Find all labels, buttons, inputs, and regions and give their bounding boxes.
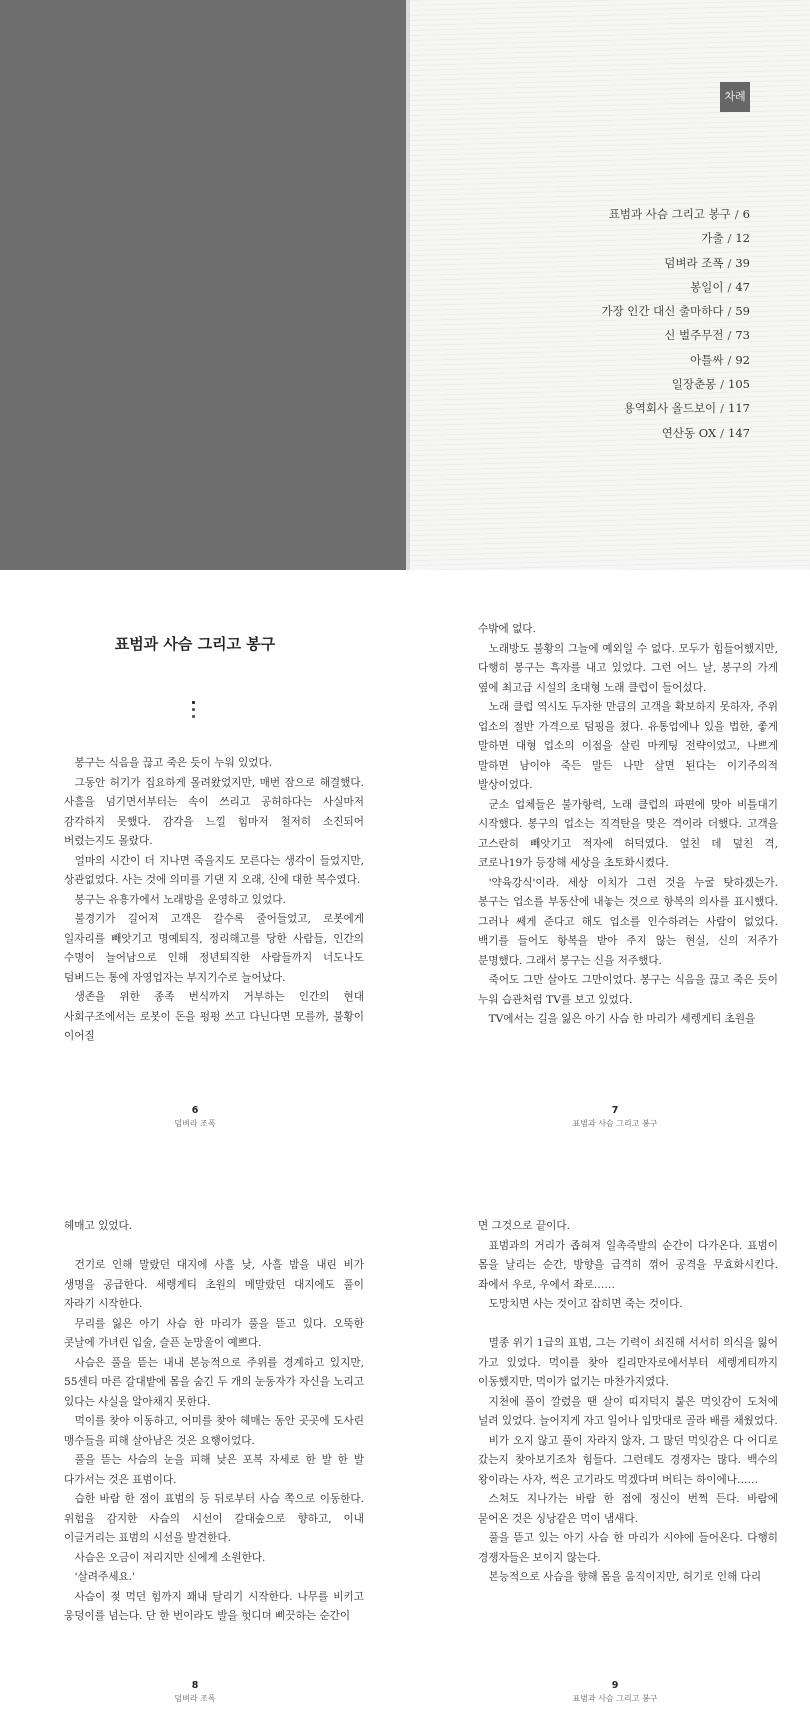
page-7-footer bbox=[540, 1104, 690, 1130]
running-head: 덤벼라 조폭 bbox=[174, 1694, 216, 1703]
paragraph: 사슴이 젖 먹던 힘까지 꽤내 달리기 시작한다. 나무를 비키고 웅덩이를 넘는다. 단 한 번이라도 발을 헛디뎌 삐끗하는 순간이 bbox=[64, 1590, 364, 1622]
toc-separator: / bbox=[727, 231, 732, 246]
toc-entry bbox=[430, 421, 750, 445]
paragraph: 면 그것으로 끝이다. bbox=[478, 1220, 570, 1232]
toc-entry bbox=[430, 323, 750, 347]
paragraph: 생존을 위한 종족 번식까지 거부하는 인간의 현대 사회구조에서는 로봇이 돈을 펑펑 쓰고 다닌다면 모를까, 불황이 이어질 bbox=[64, 991, 364, 1042]
toc-separator: / bbox=[720, 377, 725, 392]
paragraph: 비가 오지 않고 풀이 자라지 않자, 그 많던 먹잇감은 다 어디로 갔는지 찾아보기조차 힘들다. 그런데도 경쟁자는 많다. 백수의 왕이라는 사자, 썩은 고기라도 먹겠다며 버티는 하이에나…… bbox=[478, 1434, 778, 1486]
chapter-title: 표범과 사슴 그리고 봉구 bbox=[114, 635, 276, 653]
toc-entry-page: 92 bbox=[735, 352, 750, 367]
toc-entry-title: 표범과 사슴 그리고 봉구 bbox=[608, 207, 731, 221]
paragraph: 노래 클럽 역시도 두자한 만큼의 고객을 확보하지 못하자, 주위 업소의 절반 가격으로 덤핑을 쳤다. 유통업에나 있을 법한, 좋게 말하면 대형 업소의 이점을 살린 마케팅 전략이었고, 나쁘게 말하면 남이야 죽든 말든 나만 살면 된다는 이기주의적 발상이었다. bbox=[478, 701, 778, 791]
paragraph: 표범과의 거리가 좁혀져 일촉즉발의 순간이 다가온다. 표범이 몸을 날리는 순간, 방향을 급격히 꺾어 공격을 무효화시킨다. 좌에서 우로, 우에서 좌로…… bbox=[478, 1239, 778, 1291]
page-number: 6 bbox=[191, 1105, 199, 1116]
toc-entry-title: 용역회사 올드보이 bbox=[623, 401, 717, 416]
paragraph: 그동안 허기가 집요하게 몰려왔었지만, 매번 잠으로 해결했다. 사흘을 넘기면서부터는 속이 쓰리고 공허하다는 사실마저 감각하지 못했다. 감각을 느낄 힘마저 철저히 소진되어 버렸는지도 몰랐다. bbox=[64, 776, 364, 847]
toc-entry bbox=[430, 275, 750, 299]
toc-entry-page: 105 bbox=[728, 377, 750, 392]
page-7-body bbox=[478, 620, 778, 1030]
paragraph: 얼마의 시간이 더 지나면 죽을지도 모른다는 생각이 들었지만, 상관없었다. 사는 것에 의미를 기댄 지 오래, 신에 대한 복수였다. bbox=[64, 854, 364, 886]
toc-entry bbox=[430, 251, 750, 275]
paragraph: 본능적으로 사슴을 향해 몸을 움직이지만, 허기로 인해 다리 bbox=[488, 1571, 762, 1583]
paragraph: 불경기가 길어져 고객은 갈수록 줄어들었고, 로봇에게 일자리를 빼앗기고 명예퇴직, 정리해고를 당한 사람들, 인간의 수명이 늘어남으로 인해 정년퇴직한 사람들까지 너도나도 덤벼드는 통에 자영업자는 부지기수로 늘어났다. bbox=[64, 913, 364, 984]
toc-entry-page: 147 bbox=[728, 425, 750, 440]
paragraph: 사슴은 오금이 저리지만 신에게 소원한다. bbox=[74, 1551, 266, 1564]
toc-separator: / bbox=[727, 328, 732, 343]
paragraph: 풀을 뜯고 있는 아기 사슴 한 마리가 시야에 들어온다. 다행히 경쟁자들은 보이지 않는다. bbox=[478, 1532, 778, 1564]
paragraph: 지천에 풀이 깔렸을 땐 살이 띠지덕지 붙은 먹잇감이 도처에 널려 있었다. 늘어지게 자고 일어나 입맛대로 골라 배를 채웠었다. bbox=[478, 1395, 778, 1427]
toc-separator: / bbox=[734, 207, 739, 221]
toc-entry-title: 덤벼라 조폭 bbox=[664, 255, 724, 270]
page-number: 8 bbox=[191, 1680, 199, 1691]
paragraph: 건기로 인해 말랐던 대지에 사흘 낮, 사흘 밤을 내린 비가 생명을 공급한다. 세렝게티 초원의 메말랐던 대지에도 풀이 자라기 시작한다. bbox=[64, 1259, 364, 1310]
paragraph: 스쳐도 지나가는 바람 한 점에 정신이 번쩍 든다. 바람에 묻어온 것은 싱낭같은 먹이 냄새다. bbox=[478, 1493, 778, 1525]
paragraph: 풀을 뜯는 사슴의 눈을 피해 낮은 포복 자세로 한 발 한 발 다가서는 것은 표범이다. bbox=[64, 1454, 364, 1486]
toc-entry-title: 아틀싸 bbox=[690, 352, 724, 367]
paragraph: 습한 바람 한 점이 표범의 등 뒤로부터 사슴 쪽으로 이동한다. 위험을 감지한 사슴의 시선이 갈대숲으로 향하고, 이내 이글거리는 표범의 시선을 발견한다. bbox=[64, 1493, 364, 1544]
toc-entry bbox=[430, 299, 750, 323]
page-6-body bbox=[64, 754, 364, 1047]
page-8-footer bbox=[120, 1679, 270, 1705]
paragraph: 죽어도 그만 살아도 그만이었다. 봉구는 식음을 끊고 죽은 듯이 누워 습관처럼 TV를 보고 있었다. bbox=[478, 974, 778, 1006]
paragraph: 멸종 위기 1급의 표범, 그는 기력이 쇠진해 서서히 의식을 잃어 가고 있었다. 먹이를 찾아 킬리만자로에서부터 세렝게티까지 이동했지만, 먹이가 없기는 마찬가지였다. bbox=[478, 1337, 778, 1388]
paragraph-gap bbox=[64, 1237, 364, 1257]
toc-separator: / bbox=[720, 425, 725, 440]
paragraph: 봉구는 유흥가에서 노래방을 운영하고 있었다. bbox=[74, 893, 286, 906]
running-head: 표범과 사슴 그리고 봉구 bbox=[572, 1694, 658, 1703]
toc-entry-title: 봉일이 bbox=[690, 279, 724, 294]
toc-separator: / bbox=[727, 279, 732, 294]
page-9-footer bbox=[540, 1679, 690, 1705]
paragraph: 노래방도 불황의 그늘에 예외일 수 없다. 모두가 힘들어했지만, 다행히 봉구는 흑자를 내고 있었다. 그런 어느 날, 봉구의 가게 옆에 최고급 시설의 초대형 노래 클럽이 들어섰다. bbox=[478, 642, 778, 694]
toc-entry-title: 가출 bbox=[701, 231, 724, 246]
toc-entry bbox=[430, 226, 750, 250]
page-6-footer bbox=[120, 1104, 270, 1130]
paragraph: 수밖에 없다. bbox=[478, 623, 536, 635]
toc-list bbox=[430, 202, 750, 445]
page-number: 9 bbox=[611, 1680, 619, 1691]
toc-separator: / bbox=[727, 304, 732, 319]
toc-entry-page: 39 bbox=[735, 255, 750, 270]
toc-entry-page: 47 bbox=[735, 279, 750, 294]
paragraph: 봉구는 식음을 끊고 죽은 듯이 누워 있었다. bbox=[74, 757, 273, 769]
paragraph: '약육강식'이라. 세상 이치가 그런 것을 누굴 탓하겠는가. 봉구는 업소를 부동산에 내놓는 것으로 항복의 의사를 표시했다. 그러나 쎄게 준다고 해도 업소를 인수하려는 사람이 없었다. 백기를 들어도 항복을 받아 주지 않는 현실, 신의 저주가 분명했다. 그래서 봉구는 신을 저주했다. bbox=[478, 876, 778, 967]
toc-badge: 차례 bbox=[720, 82, 750, 112]
chapter-ornament bbox=[192, 701, 196, 722]
toc-entry-page: 59 bbox=[735, 304, 750, 319]
paragraph: TV에서는 길을 잃은 아기 사슴 한 마리가 세렝게티 초원을 bbox=[488, 1013, 756, 1025]
toc-entry-page: 12 bbox=[735, 231, 750, 246]
blank-gray-page bbox=[0, 0, 406, 570]
toc-entry-page: 117 bbox=[728, 401, 750, 416]
running-head: 덤벼라 조폭 bbox=[174, 1119, 216, 1128]
paragraph: 먹이를 찾아 이동하고, 어미를 찾아 헤매는 동안 곳곳에 도사린 맹수들을 피해 살아남은 것은 요행이었다. bbox=[64, 1415, 364, 1447]
page-9-body bbox=[478, 1217, 778, 1588]
paragraph: 사슴은 풀을 뜯는 내내 본능적으로 주위를 경계하고 있지만, 55센티 마른 갈대밭에 몸을 숨긴 두 개의 눈동자가 자신을 노리고 있다는 사실을 알아채지 못한다. bbox=[64, 1356, 364, 1408]
toc-entry bbox=[430, 372, 750, 396]
paragraph: 도망치면 사는 것이고 잡히면 죽는 것이다. bbox=[488, 1298, 683, 1310]
spread-pages-8-9 bbox=[0, 1155, 810, 1728]
paragraph: 군소 업체들은 불가항력, 노래 클럽의 파편에 맞아 비틀대기 시작했다. 봉구의 업소는 직격탄을 맞은 격이라 더했다. 고객을 고스란히 빼앗기고 적자에 허덕였다. 엎친 데 덮친 격, 코로나19가 등장해 세상을 초토화시켰다. bbox=[478, 798, 778, 869]
page-8-body bbox=[64, 1217, 364, 1627]
toc-entry bbox=[430, 202, 750, 226]
toc-entry-title: 일장춘몽 bbox=[671, 377, 717, 392]
toc-spread bbox=[0, 0, 810, 570]
toc-entry bbox=[430, 396, 750, 420]
page-number: 7 bbox=[611, 1105, 619, 1116]
running-head: 표범과 사슴 그리고 봉구 bbox=[572, 1119, 658, 1128]
paragraph: 무리를 잃은 아기 사슴 한 마리가 풀을 뜯고 있다. 오뚝한 콧날에 가녀린 입술, 슬픈 눈망울이 예쁘다. bbox=[64, 1317, 364, 1349]
toc-entry-title: 연산동 OX bbox=[661, 425, 717, 440]
toc-separator: / bbox=[727, 255, 732, 270]
toc-entry-title: 신 벌주무전 bbox=[664, 328, 724, 343]
paragraph: 헤매고 있었다. bbox=[64, 1220, 133, 1232]
toc-separator: / bbox=[720, 401, 725, 416]
toc-entry-page: 73 bbox=[735, 328, 750, 343]
toc-entry-title: 가장 인간 대신 출마하다 bbox=[601, 304, 724, 319]
toc-separator: / bbox=[727, 352, 732, 367]
section-break bbox=[478, 1315, 778, 1335]
toc-entry bbox=[430, 348, 750, 372]
spread-pages-6-7 bbox=[0, 570, 810, 1155]
paragraph: '살려주세요.' bbox=[74, 1571, 135, 1583]
toc-entry-page: 6 bbox=[742, 207, 750, 221]
